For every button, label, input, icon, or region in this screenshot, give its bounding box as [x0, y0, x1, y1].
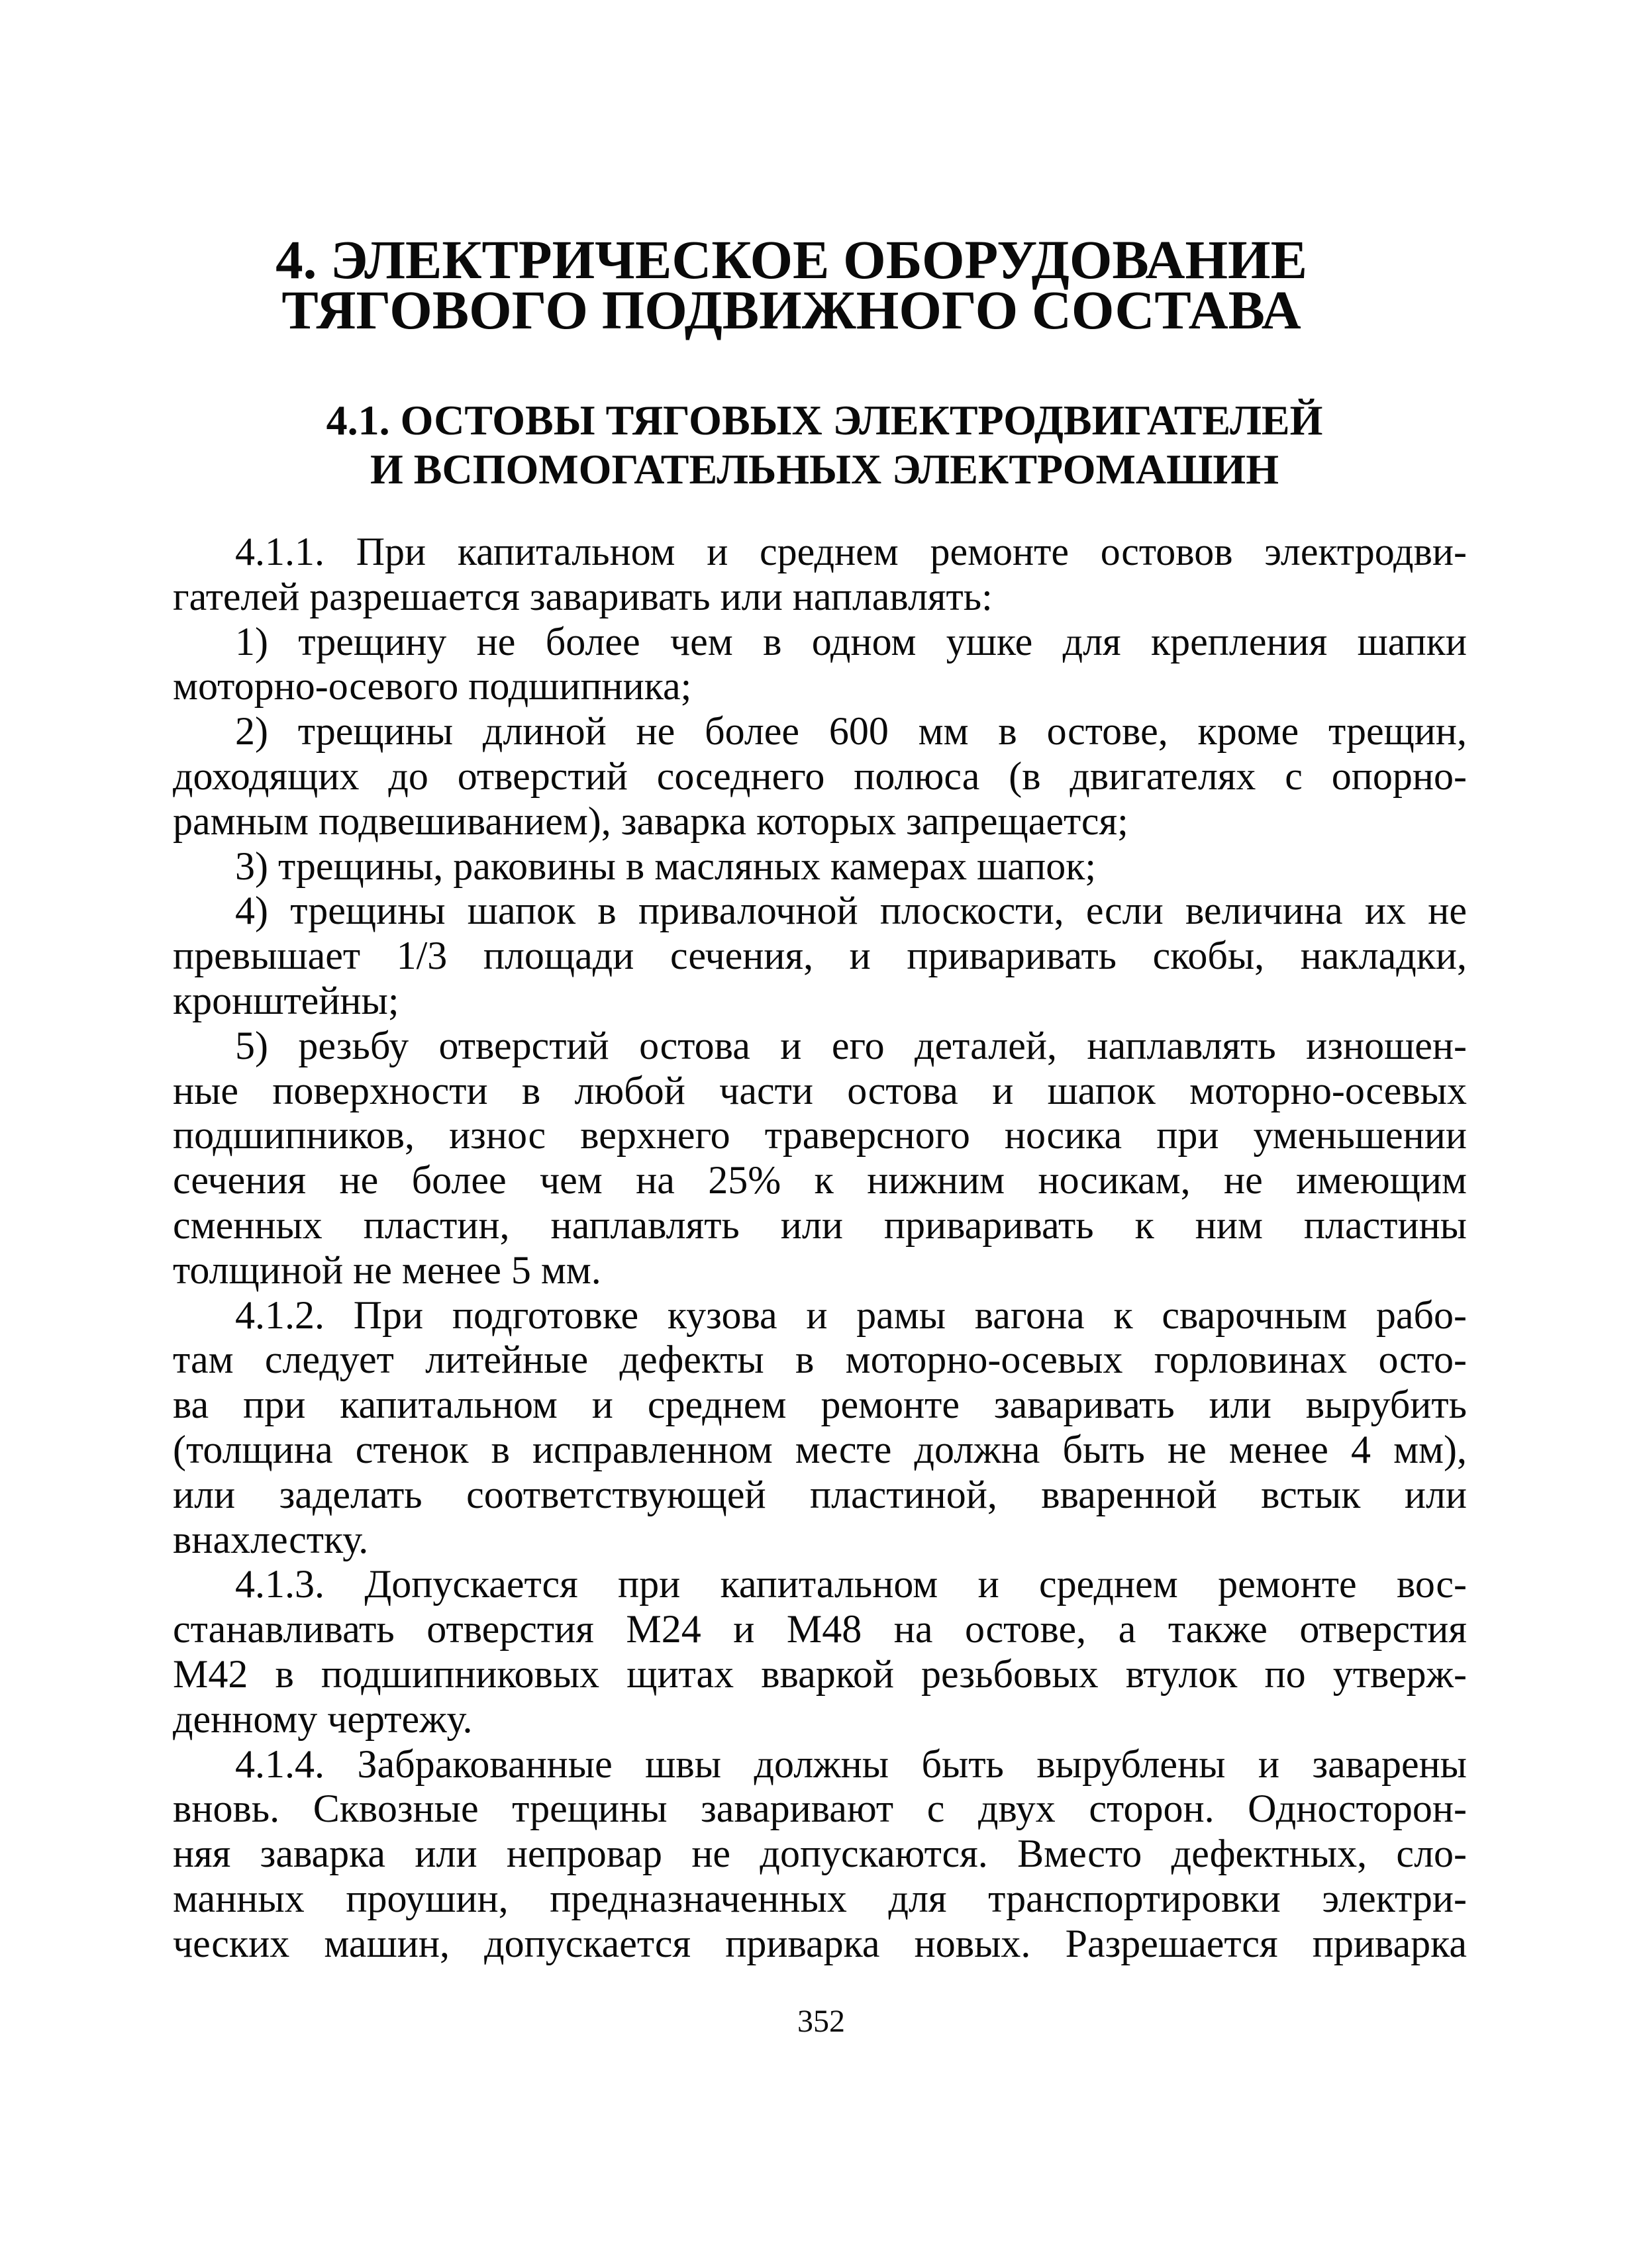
- list-item-4: [173, 889, 1467, 1023]
- text-line: денному чертежу.: [173, 1697, 473, 1741]
- text-line: няя заварка или непровар не допускаются. Вместо дефектных, сло-: [173, 1832, 1467, 1876]
- chapter-title-line: ТЯГОВОГО ПОДВИЖНОГО СОСТАВА: [281, 279, 1301, 340]
- text-line: ческих машин, допускается приварка новых. Разрешается приварка: [173, 1921, 1467, 1965]
- text-line: или заделать соответствующей пластиной, вваренной встык или: [173, 1472, 1467, 1516]
- chapter-heading: [144, 229, 1438, 340]
- text-line: кронштейны;: [173, 978, 399, 1022]
- text-line: (толщина стенок в исправленном месте должна быть не менее 4 мм),: [173, 1427, 1467, 1471]
- paragraph-4-1-4: [173, 1742, 1467, 1967]
- body-text: [173, 530, 1467, 1967]
- page-number: 352: [797, 2004, 845, 2039]
- list-item-3: [173, 844, 1467, 889]
- section-heading: [177, 396, 1471, 494]
- text-line: там следует литейные дефекты в моторно-осевых горловинах осто-: [173, 1338, 1467, 1382]
- text-line: моторно-осевого подшипника;: [173, 664, 692, 709]
- text-line: толщиной не менее 5 мм.: [173, 1248, 601, 1292]
- text-line: М42 в подшипниковых щитах вваркой резьбовых втулок по утверж-: [173, 1652, 1467, 1696]
- paragraph-4-1-3: [173, 1562, 1467, 1742]
- text-line: 4.1.3. Допускается при капитальном и среднем ремонте вос-: [235, 1562, 1467, 1606]
- text-line: ва при капитальном и среднем ремонте заваривать или вырубить: [173, 1383, 1467, 1427]
- chapter-title-line: 4. ЭЛЕКТРИЧЕСКОЕ ОБОРУДОВАНИЕ: [275, 229, 1307, 290]
- text-line: сменных пластин, наплавлять или приваривать к ним пластины: [173, 1203, 1467, 1247]
- text-line: 4.1.2. При подготовке кузова и рамы вагона к сварочным рабо-: [235, 1293, 1467, 1337]
- list-item-1: [173, 620, 1467, 710]
- text-line: 5) резьбу отверстий остова и его деталей, наплавлять изношен-: [235, 1023, 1467, 1067]
- text-line: 4.1.1. При капитальном и среднем ремонте остовов электродви-: [235, 530, 1467, 573]
- text-line: 3) трещины, раковины в масляных камерах шапок;: [235, 844, 1097, 888]
- section-title-line: 4.1. ОСТОВЫ ТЯГОВЫХ ЭЛЕКТРОДВИГАТЕЛЕЙ: [326, 397, 1323, 444]
- text-line: 4.1.4. Забракованные швы должны быть вырублены и заварены: [235, 1742, 1467, 1786]
- text-line: доходящих до отверстий соседнего полюса (в двигателях с опорно-: [173, 754, 1467, 798]
- list-item-5: [173, 1024, 1467, 1293]
- text-line: станавливать отверстия М24 и М48 на остове, а также отверстия: [173, 1607, 1467, 1652]
- text-line: манных проушин, предназначенных для транспортировки электри-: [173, 1876, 1467, 1920]
- paragraph-4-1-1: [173, 530, 1467, 620]
- text-line: превышает 1/3 площади сечения, и приваривать скобы, накладки,: [173, 934, 1467, 978]
- text-line: 4) трещины шапок в привалочной плоскости, если величина их не: [235, 889, 1467, 933]
- text-line: сечения не более чем на 25% к нижним носикам, не имеющим: [173, 1158, 1467, 1203]
- text-line: внахлестку.: [173, 1517, 369, 1561]
- text-line: вновь. Сквозные трещины заваривают с двух сторон. Односторон-: [173, 1787, 1467, 1831]
- text-line: рамным подвешиванием), заварка которых запрещается;: [173, 799, 1128, 843]
- text-line: подшипников, износ верхнего траверсного носика при уменьшении: [173, 1113, 1467, 1158]
- section-title-line: И ВСПОМОГАТЕЛЬНЫХ ЭЛЕКТРОМАШИН: [370, 446, 1279, 493]
- text-line: гателей разрешается заваривать или наплавлять:: [173, 574, 993, 618]
- list-item-2: [173, 709, 1467, 844]
- text-line: 1) трещину не более чем в одном ушке для крепления шапки: [235, 619, 1467, 664]
- text-line: 2) трещины длиной не более 600 мм в остове, кроме трещин,: [235, 709, 1467, 754]
- paragraph-4-1-2: [173, 1293, 1467, 1563]
- text-line: ные поверхности в любой части остова и шапок моторно-осевых: [173, 1068, 1467, 1112]
